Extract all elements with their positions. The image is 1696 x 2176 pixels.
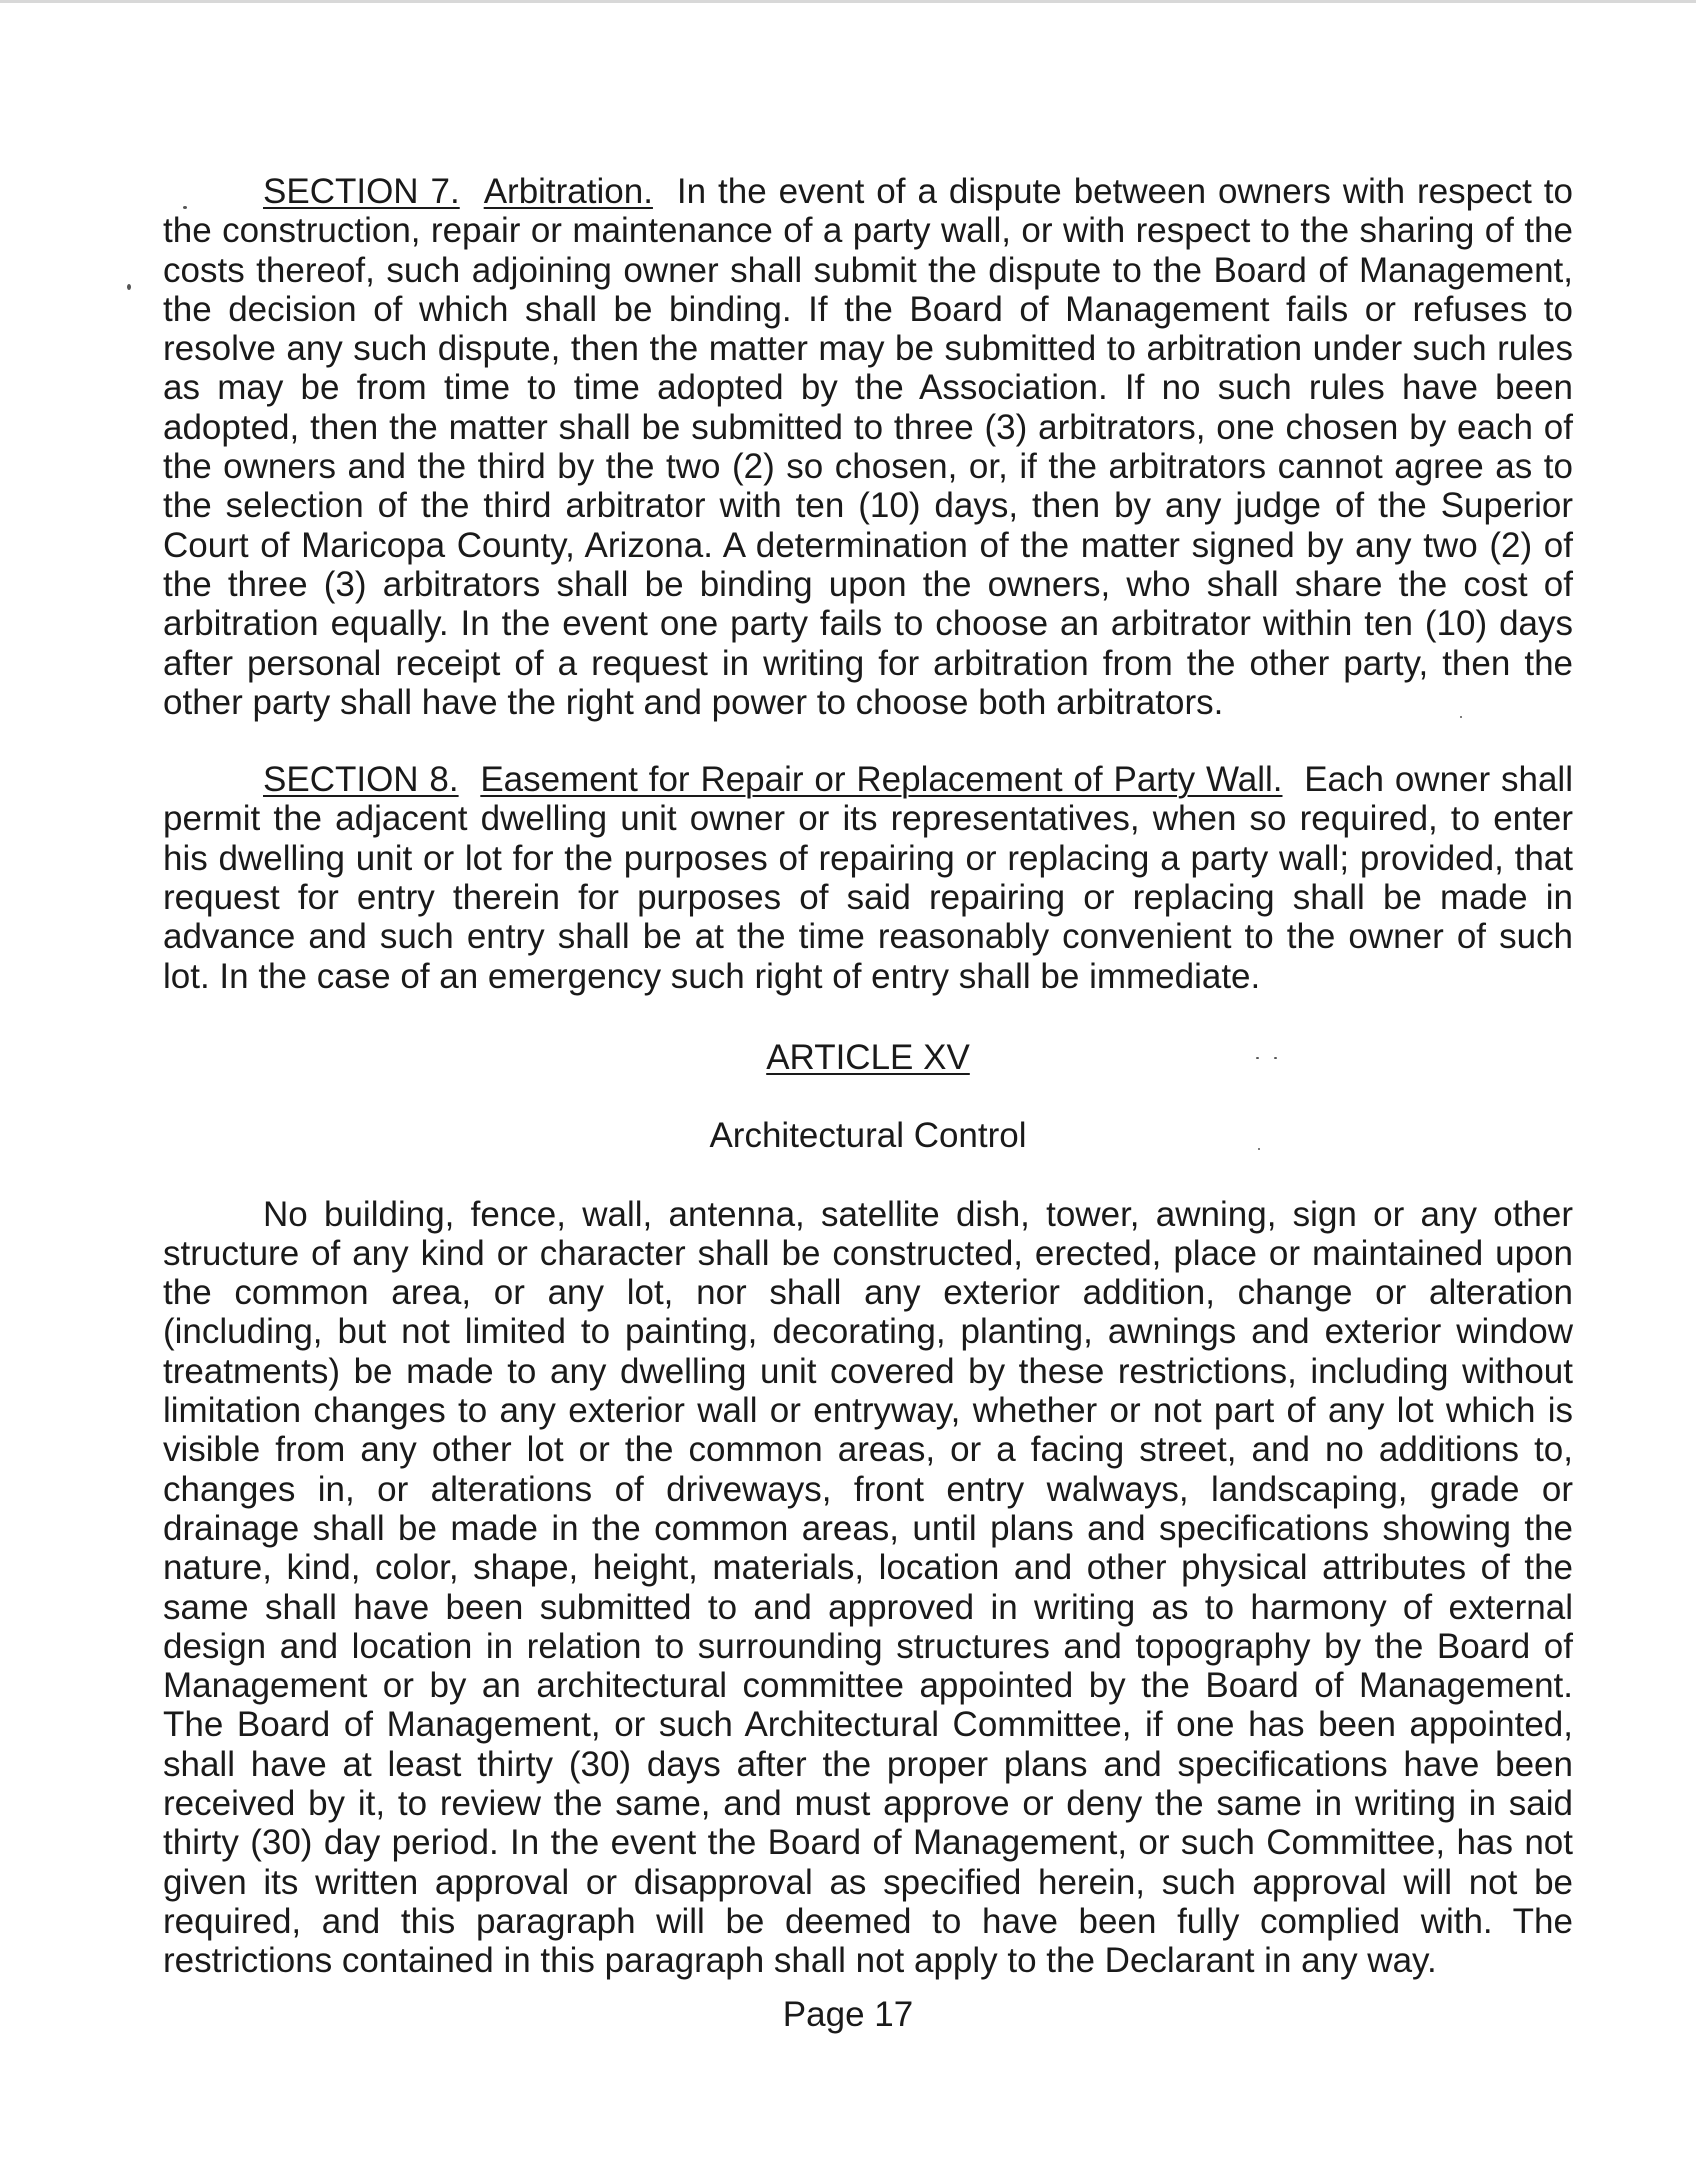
section-8-heading: SECTION 8. — [263, 760, 459, 800]
section-7-heading: SECTION 7. — [263, 172, 460, 211]
article-heading — [163, 1038, 1573, 1077]
scan-top-edge — [0, 0, 1696, 3]
section-7-body: In the event of a dispute between owners with respect to the construction, repair or maintenance of a party wall, or with respect to the sharing of the costs thereof, such adjoining owner shall submit the dispute to the Board of Management, the decision of which shall be binding. If the Board of Management fails or refuses to resolve any such dispute, then the matter may be submitted to arbitration under such rules as may be from time to time adopted by the Association. If no such rules have been adopted, then the matter shall be submitted to three (3) arbitrators, one chosen by each of the owners and the third by the two (2) so chosen, or, if the arbitrators cannot agree as to the selection of the third arbitrator with ten (10) days, then by any judge of the Superior Court of Maricopa County, Arizona. A determination of the matter signed by any two (2) of the three (3) arbitrators shall be binding upon the owners, who shall share the cost of arbitration equally. In the event one party fails to choose an arbitrator within ten (10) days after personal receipt of a request in writing for arbitration from the other party, then the other party shall have the right and power to choose both arbitrators. — [163, 172, 1573, 722]
section-7-paragraph — [163, 172, 1573, 722]
section-7-title: Arbitration. — [483, 172, 653, 211]
article-body-paragraph: No building, fence, wall, antenna, satellite dish, tower, awning, sign or any other structure of any kind or character shall be constructed, erected, place or maintained upon the common area, or any lot, nor shall any exterior addition, change or alteration (including, but not limited to painting, decorating, planting, awnings and exterior window treatments) be made to any dwelling unit covered by these restrictions, including without limitation changes to any exterior wall or entryway, whether or not part of any lot which is visible from any other lot or the common areas, or a facing street, and no additions to, changes in, or alterations of driveways, front entry walways, landscaping, grade or drainage shall be made in the common areas, until plans and specifications showing the nature, kind, color, shape, height, materials, location and other physical attributes of the same shall have been submitted to and approved in writing as to harmony of external design and location in relation to surrounding structures and topography by the Board of Management or by an architectural committee appointed by the Board of Management. The Board of Management, or such Architectural Committee, if one has been appointed, shall have at least thirty (30) days after the proper plans and specifications have been received by it, to review the same, and must approve or deny the same in writing in said thirty (30) day period. In the event the Board of Management, or such Committee, has not given its written approval or disapproval as specified herein, such approval will not be required, and this paragraph will be deemed to have been fully complied with. The restrictions contained in this paragraph shall not apply to the Declarant in any way. — [163, 1194, 1573, 1981]
section-8-body: Each owner shall permit the adjacent dwelling unit owner or its representatives, when so required, to enter his dwelling unit or lot for the purposes of repairing or replacing a party wall; provided, that request for entry therein for purposes of said repairing or replacing shall be made in advance and such entry shall be at the time reasonably convenient to the owner of such lot. In the case of an emergency such right of entry shall be immediate. — [163, 760, 1573, 996]
document-body — [163, 172, 1573, 1980]
article-subheading: Architectural Control — [709, 1116, 1027, 1156]
section-8-paragraph — [163, 760, 1573, 996]
page-number: Page 17 — [782, 1995, 914, 2034]
article-number: ARTICLE XV — [766, 1037, 970, 1077]
section-8-title: Easement for Repair or Replacement of Party Wall. — [480, 760, 1283, 800]
scan-speck — [127, 284, 131, 290]
